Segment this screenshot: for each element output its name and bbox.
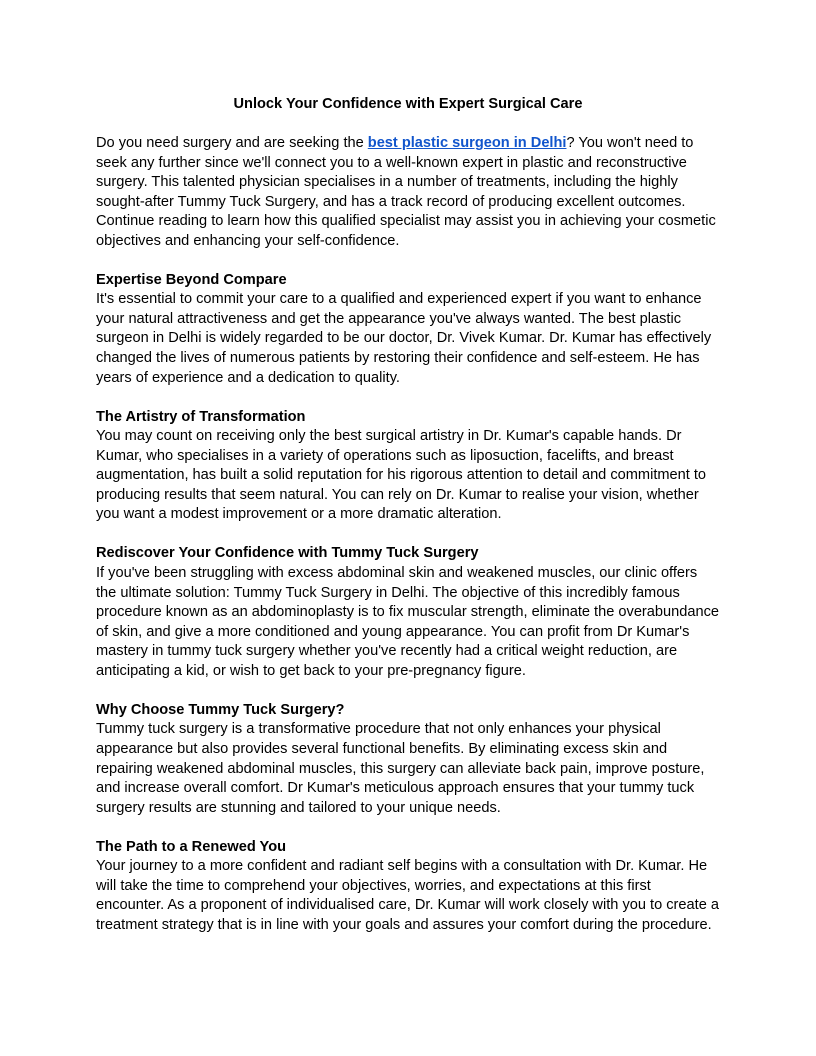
section-body-why-choose: Tummy tuck surgery is a transformative procedure that not only enhances your physical appearance but also provides several functional benefits. By eliminating excess skin and repairing weakened abdominal muscles, this surgery can alleviate back pain, improve posture, and increase overall comfort. Dr Kumar's meticulous approach ensures that your tummy tuck surgery results are stunning and tailored to your unique needs. xyxy=(96,721,705,816)
section-body-expertise: It's essential to commit your care to a qualified and experienced expert if you want to enhance your natural attractiveness and get the appearance you've always wanted. The best plastic surgeon in Delhi is widely regarded to be our doctor, Dr. Vivek Kumar. Dr. Kumar has effectively changed the lives of numerous patients by restoring their confidence and self-esteem. He has years of experience and a dedication to quality. xyxy=(96,291,712,386)
spacer xyxy=(96,681,720,701)
spacer xyxy=(96,251,720,271)
section-body-tummy-tuck: If you've been struggling with excess abdominal skin and weakened muscles, our clinic offers the ultimate solution: Tummy Tuck Surgery in Delhi. The objective of this incredibly famous procedure known as an abdominoplasty is to fix muscular strength, eliminate the overabundance of skin, and give a more conditioned and young appearance. You can profit from Dr Kumar's mastery in tummy tuck surgery whether you've recently had a critical weight reduction, are anticipating a kid, or wish to get back to your pre-pregnancy figure. xyxy=(96,565,720,679)
spacer xyxy=(96,388,720,408)
spacer xyxy=(96,525,720,545)
spacer xyxy=(96,818,720,838)
section-body-path: Your journey to a more confident and radiant self begins with a consultation with Dr. Kumar. He will take the time to comprehend your objectives, worries, and expectations at this first encounter. As a proponent of individualised care, Dr. Kumar will work closely with you to create a treatment strategy that is in line with your goals and assures your comfort during the procedure. xyxy=(96,858,719,933)
section-heading-path: The Path to a Renewed You xyxy=(96,838,287,855)
section-heading-artistry: The Artistry of Transformation xyxy=(96,408,306,425)
page-title: Unlock Your Confidence with Expert Surgical Care xyxy=(233,96,583,112)
section-body-artistry: You may count on receiving only the best surgical artistry in Dr. Kumar's capable hands. Dr Kumar, who specialises in a variety of operations such as liposuction, facelifts, and breast augmentation, has built a solid reputation for his rigorous attention to detail and commitment to producing results that seem natural. You can rely on Dr. Kumar to realise your vision, whether you want a modest improvement or a more dramatic alteration. xyxy=(96,428,707,523)
intro-text-before: Do you need surgery and are seeking the xyxy=(96,135,368,151)
section-heading-tummy-tuck: Rediscover Your Confidence with Tummy Tuck Surgery xyxy=(96,545,479,562)
section-heading-expertise: Expertise Beyond Compare xyxy=(96,271,287,288)
plastic-surgeon-link[interactable]: best plastic surgeon in Delhi xyxy=(367,135,567,151)
section-heading-why-choose: Why Choose Tummy Tuck Surgery? xyxy=(96,701,345,718)
intro-paragraph xyxy=(96,134,720,251)
intro-text-after: ? You won't need to seek any further since we'll connect you to a well-known expert in plastic and reconstructive surgery. This talented physician specialises in a number of treatments, including the highly sought-after Tummy Tuck Surgery, and has a track record of producing excellent outcomes. Continue reading to learn how this qualified specialist may assist you in achieving your cosmetic objectives and enhancing your self-confidence. xyxy=(96,135,716,249)
